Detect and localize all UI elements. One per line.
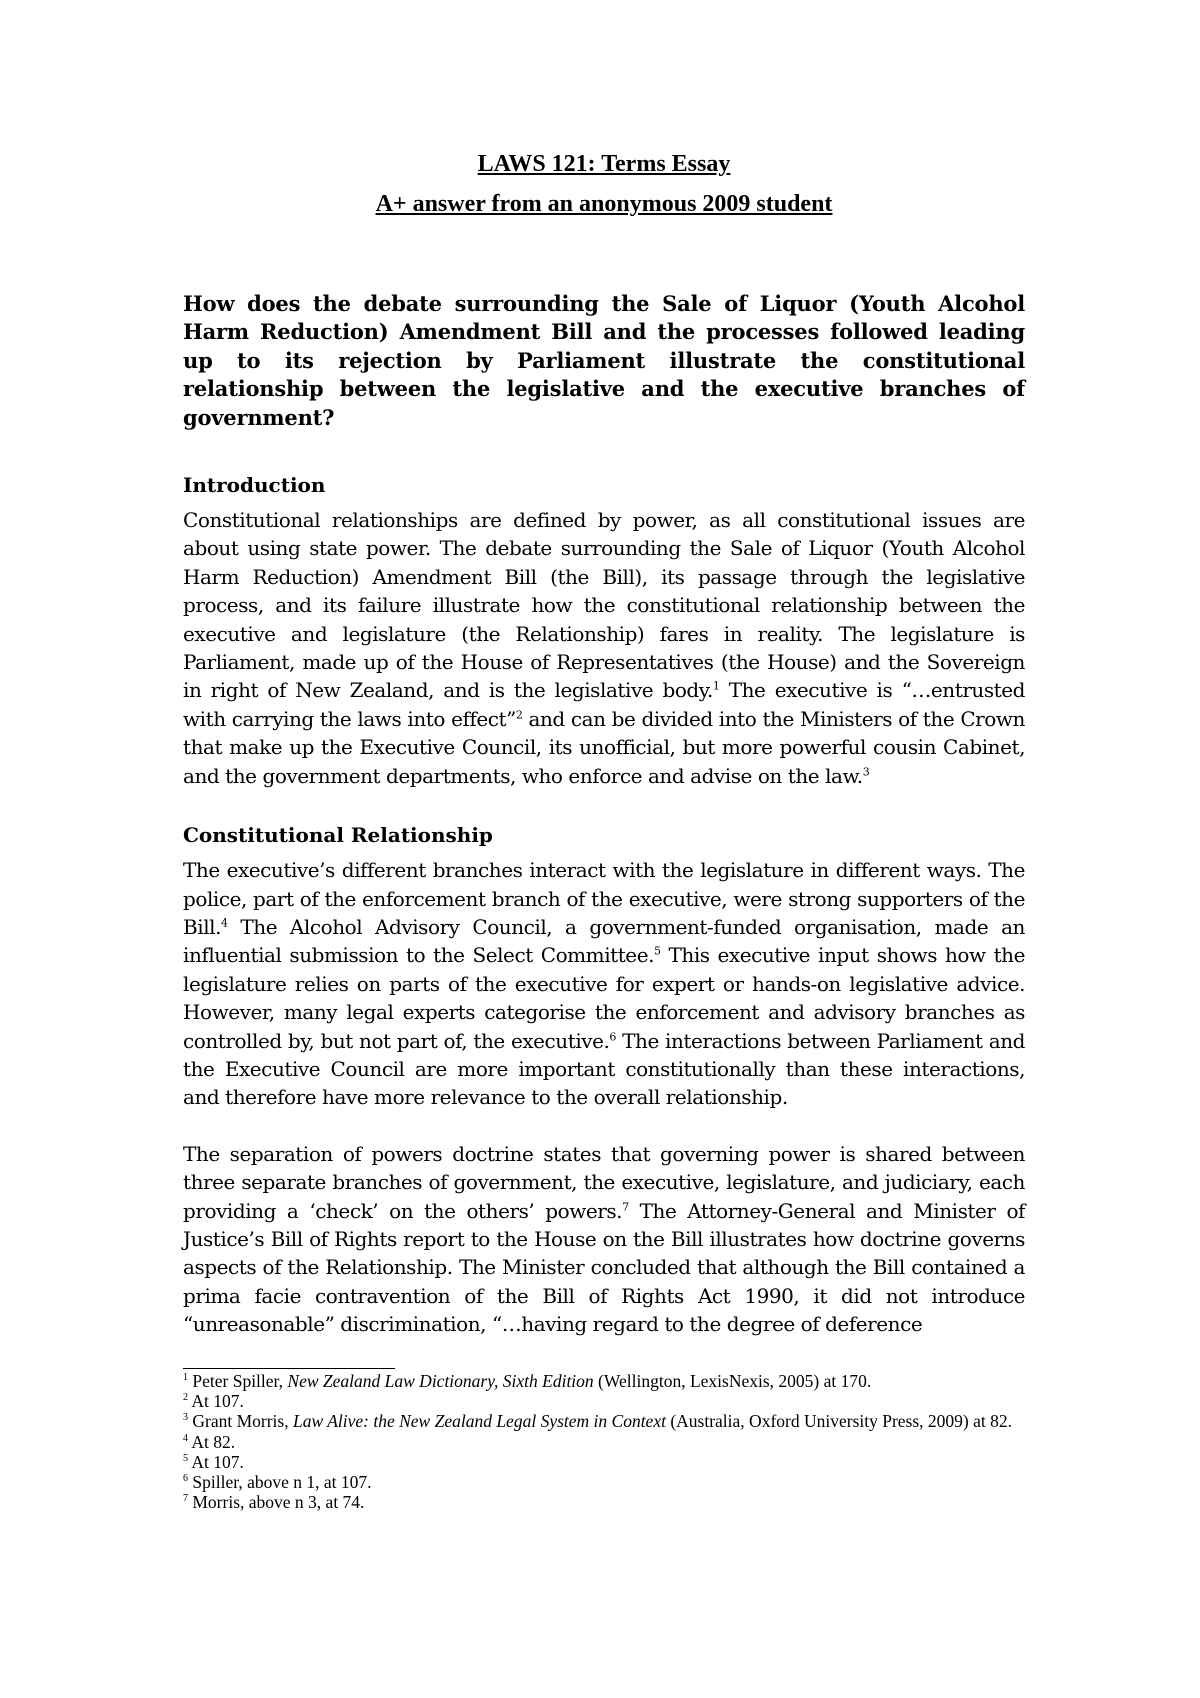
footnote-2: [183, 1391, 1025, 1411]
footnote-ref: 2: [515, 708, 523, 722]
footnote-6: [183, 1472, 1025, 1492]
footnote-text: Grant Morris,: [192, 1411, 293, 1432]
introduction-paragraph: [183, 506, 1025, 790]
document-body: [183, 150, 1025, 1339]
footnote-text: (Wellington, LexisNexis, 2005) at 170.: [593, 1371, 872, 1391]
text-run: The interactions between Parliament and the Executive Council are more important constitutionally than these interactions, and therefore have more relevance to the overall relationship.: [183, 1028, 1026, 1110]
footnote-5: [183, 1452, 1025, 1472]
footnote-number: 7: [183, 1493, 188, 1505]
text-run: and can be divided into the Ministers of the Crown that make up the Executive Council, its unofficial, but more powerful cousin Cabinet, and the government departments, who enforce and advise on the law.: [183, 706, 1025, 788]
section-heading-introduction: Introduction: [183, 473, 326, 498]
footnote-ref: 5: [654, 944, 661, 958]
footnote-ref: 1: [712, 679, 720, 693]
document-title: LAWS 121: Terms Essay: [477, 151, 731, 177]
footnote-title: New Zealand Law Dictionary, Sixth Edition: [287, 1371, 594, 1391]
footnote-3: [183, 1411, 1025, 1431]
footnote-ref: 7: [622, 1199, 629, 1213]
footnote-ref: 3: [862, 765, 870, 779]
footnote-text: Morris, above n 3, at 74.: [192, 1492, 365, 1513]
footnote-number: 4: [183, 1432, 188, 1444]
text-run: The separation of powers doctrine states that governing power is shared between three separate branches of government, the executive, legislature, and judiciary, each providing a ‘check’ on the others’ powers.: [183, 1141, 1025, 1223]
footnote-4: [183, 1432, 1025, 1452]
footnote-text: Peter Spiller,: [192, 1371, 288, 1391]
footnote-text: At 82.: [191, 1431, 236, 1452]
text-run: The Alcohol Advisory Council, a government-funded organisation, made an influential submission to the Select Committee.: [183, 914, 1025, 968]
relationship-paragraph-2: [183, 1140, 1025, 1339]
footnote-text: At 107.: [191, 1451, 244, 1472]
section-heading-constitutional-relationship: Constitutional Relationship: [183, 823, 493, 848]
document-subtitle: A+ answer from an anonymous 2009 student: [375, 191, 833, 217]
footnote-1: [183, 1371, 1025, 1391]
footnote-text: Spiller, above n 1, at 107.: [192, 1472, 372, 1493]
footnote-ref: 4: [221, 916, 228, 930]
footnote-number: 3: [183, 1412, 188, 1424]
footnote-7: [183, 1492, 1025, 1512]
footnote-text: At 107.: [191, 1391, 244, 1412]
footnote-number: 1: [183, 1372, 188, 1384]
footnote-title: Law Alive: the New Zealand Legal System in Context: [292, 1411, 666, 1432]
text-run: This executive input shows how the legislature relies on parts of the executive for expert or hands-on legislative advice. However, many legal experts categorise the enforcement and advisory branches as controlled by, but not part of, the executive.: [183, 943, 1025, 1053]
footnote-number: 2: [183, 1392, 188, 1404]
essay-question: How does the debate surrounding the Sale of Liquor (Youth Alcohol Harm Reduction) Amendment Bill and the processes followed leading up to its rejection by Parliament illustrate the constitutional relationship between the legislative and the executive branches of government?: [183, 291, 1025, 430]
footnote-number: 5: [183, 1452, 188, 1464]
footnote-number: 6: [183, 1473, 188, 1485]
text-run: The Attorney-General and Minister of Justice’s Bill of Rights report to the House on the Bill illustrates how doctrine governs aspects of the Relationship. The Minister concluded that although the Bill contained a prima facie contravention of the Bill of Rights Act 1990, it did not introduce “unreasonable” discrimination, “…having regard to the degree of deference: [183, 1198, 1025, 1337]
text-run: Constitutional relationships are defined by power, as all constitutional issues are about using state power. The debate surrounding the Sale of Liquor (Youth Alcohol Harm Reduction) Amendment Bill (the Bill), its passage through the legislative process, and its failure illustrate how the constitutional relationship between the executive and legislature (the Relationship) fares in reality. The legislature is Parliament, made up of the House of Representatives (the House) and the Sovereign in right of New Zealand, and is the legislative body.: [183, 508, 1025, 703]
footnote-ref: 6: [609, 1029, 616, 1043]
footnote-separator: [183, 1368, 395, 1369]
footnote-text: (Australia, Oxford University Press, 2009) at 82.: [665, 1411, 1013, 1432]
footnotes: [183, 1368, 1025, 1512]
text-run: The executive is “…entrusted with carrying the laws into effect”: [183, 678, 1025, 731]
text-run: The executive’s different branches interact with the legislature in different ways. The police, part of the enforcement branch of the executive, were strong supporters of the Bill.: [183, 858, 1025, 939]
relationship-paragraph-1: [183, 856, 1025, 1112]
